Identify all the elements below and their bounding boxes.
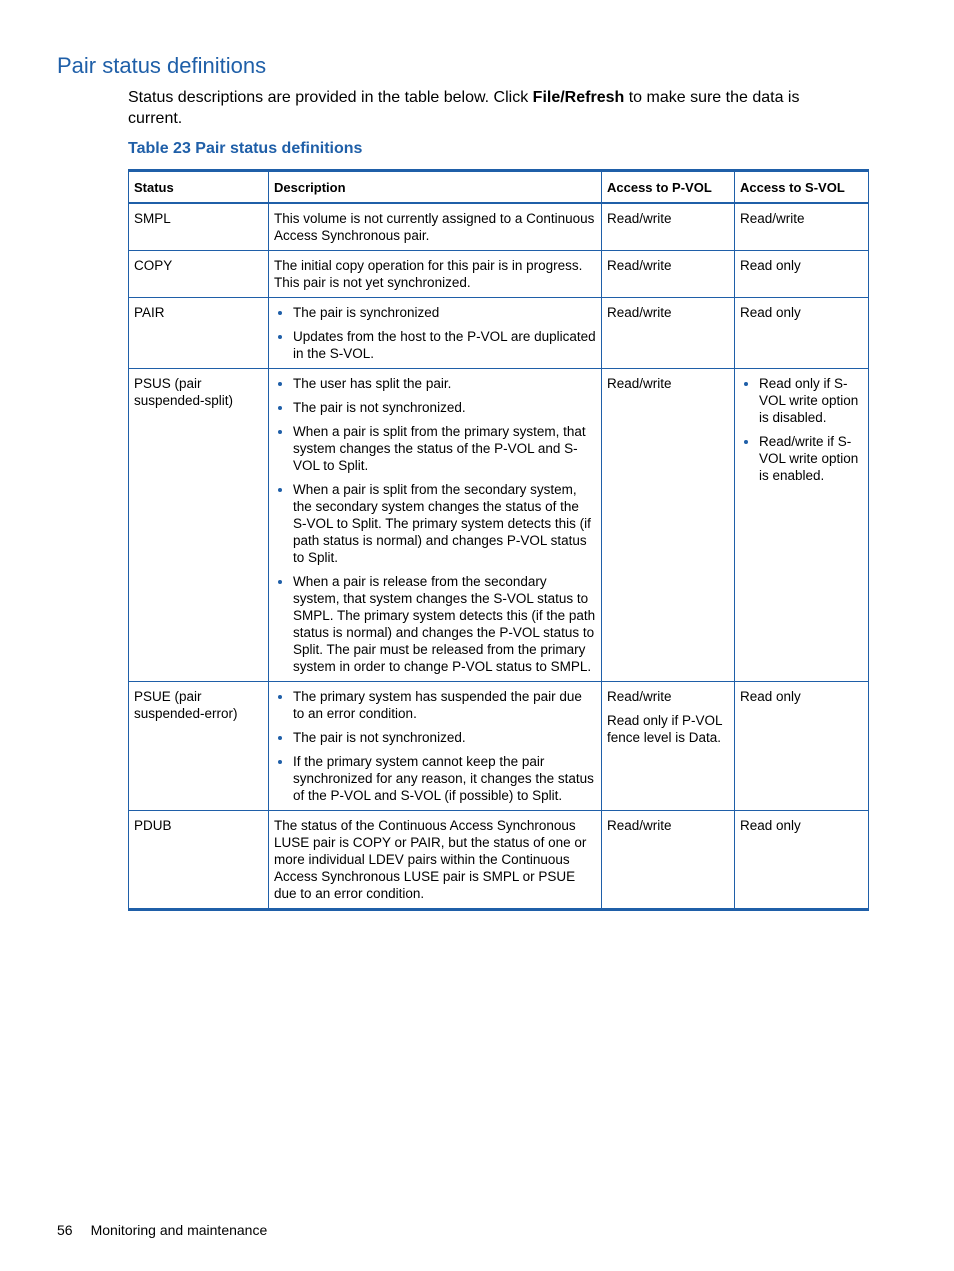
description-bullet: • When a pair is split from the secondary system, the secondary system changes the status of the S-VOL to Split. The primary system detects this (if path status is normal) and changes P-VOL status to Split.	[293, 481, 596, 566]
description-cell	[269, 298, 602, 369]
page-footer	[57, 1222, 267, 1238]
description-bullet-list	[274, 304, 596, 362]
svol-access-text: Read only	[740, 818, 801, 833]
svol-access-cell	[735, 811, 869, 910]
svol-access-cell	[735, 298, 869, 369]
description-cell	[269, 369, 602, 682]
table-row	[129, 298, 869, 369]
description-bullet: • When a pair is split from the primary system, that system changes the status of the P-VOL and S-VOL to Split.	[293, 423, 596, 474]
table-row	[129, 203, 869, 251]
description-bullet: • The pair is not synchronized.	[293, 399, 596, 416]
svol-access-cell	[735, 251, 869, 298]
description-bullet: • The pair is not synchronized.	[293, 729, 596, 746]
status-cell: SMPL	[129, 203, 269, 251]
table-row	[129, 251, 869, 298]
file-refresh-label: File/Refresh	[532, 89, 625, 106]
pvol-access-cell	[602, 298, 735, 369]
status-cell: COPY	[129, 251, 269, 298]
description-text: This volume is not currently assigned to a Continuous Access Synchronous pair.	[274, 211, 595, 243]
description-bullet-list	[274, 688, 596, 804]
intro-paragraph	[128, 87, 858, 129]
status-cell: PSUS (pair suspended-split)	[129, 369, 269, 682]
intro-text-end: to make sure the data is current.	[128, 89, 800, 127]
table-caption: Table 23 Pair status definitions	[128, 140, 363, 157]
description-cell	[269, 682, 602, 811]
description-bullet: • If the primary system cannot keep the pair synchronized for any reason, it changes the status of the P-VOL and S-VOL (if possible) to Split.	[293, 753, 596, 804]
table-row	[129, 369, 869, 682]
status-cell: PSUE (pair suspended-error)	[129, 682, 269, 811]
svol-access-text: Read/write	[740, 211, 805, 226]
pvol-access-cell	[602, 682, 735, 811]
column-header-svol-access: Access to S-VOL	[735, 171, 869, 204]
svol-access-cell	[735, 682, 869, 811]
status-cell: PDUB	[129, 811, 269, 910]
svol-access-cell	[735, 203, 869, 251]
pvol-access-cell	[602, 251, 735, 298]
pvol-access-text: Read/write	[607, 258, 672, 273]
intro-text-start: Status descriptions are provided in the table below. Click	[128, 89, 533, 106]
description-cell	[269, 251, 602, 298]
description-cell	[269, 811, 602, 910]
description-bullet: • The user has split the pair.	[293, 375, 596, 392]
svol-access-cell	[735, 369, 869, 682]
footer-section-title: Monitoring and maintenance	[90, 1222, 268, 1238]
description-cell	[269, 203, 602, 251]
pvol-access-text: Read/write	[607, 689, 672, 704]
description-bullet: • When a pair is release from the secondary system, that system changes the S-VOL status to SMPL. The primary system detects this (if the path status is normal) and changes the P-VOL status to Split. The pair must be released from the primary system in order to change P-VOL status to SMPL.	[293, 573, 596, 675]
svol-access-bullet-list	[740, 375, 863, 484]
svol-access-text: Read only	[740, 258, 801, 273]
description-bullet: • The primary system has suspended the pair due to an error condition.	[293, 688, 596, 722]
description-text: The initial copy operation for this pair is in progress. This pair is not yet synchronized.	[274, 258, 583, 290]
column-header-description: Description	[269, 171, 602, 204]
table-header-row	[129, 171, 869, 204]
page-title: Pair status definitions	[57, 53, 267, 78]
pvol-access-note: Read only if P-VOL fence level is Data.	[607, 713, 723, 745]
status-cell: PAIR	[129, 298, 269, 369]
svol-access-bullet: • Read only if S-VOL write option is disabled.	[759, 375, 863, 426]
description-bullet-list	[274, 375, 596, 675]
pvol-access-text: Read/write	[607, 305, 672, 320]
description-text: The status of the Continuous Access Synchronous LUSE pair is COPY or PAIR, but the status of one or more individual LDEV pairs within the Continuous Access Synchronous LUSE pair is SMPL or PSUE due to an error condition.	[274, 818, 587, 901]
pvol-access-cell	[602, 203, 735, 251]
description-bullet: • The pair is synchronized	[293, 304, 596, 321]
svol-access-bullet: • Read/write if S-VOL write option is enabled.	[759, 433, 863, 484]
pvol-access-text: Read/write	[607, 376, 672, 391]
svol-access-text: Read only	[740, 305, 801, 320]
pvol-access-cell	[602, 811, 735, 910]
pvol-access-cell	[602, 369, 735, 682]
table-row	[129, 682, 869, 811]
pair-status-table	[128, 169, 869, 911]
column-header-status: Status	[129, 171, 269, 204]
svol-access-text: Read only	[740, 689, 801, 704]
description-bullet: • Updates from the host to the P-VOL are duplicated in the S-VOL.	[293, 328, 596, 362]
column-header-pvol-access: Access to P-VOL	[602, 171, 735, 204]
page-number: 56	[57, 1222, 73, 1238]
pvol-access-text: Read/write	[607, 211, 672, 226]
pvol-access-text: Read/write	[607, 818, 672, 833]
table-row	[129, 811, 869, 910]
